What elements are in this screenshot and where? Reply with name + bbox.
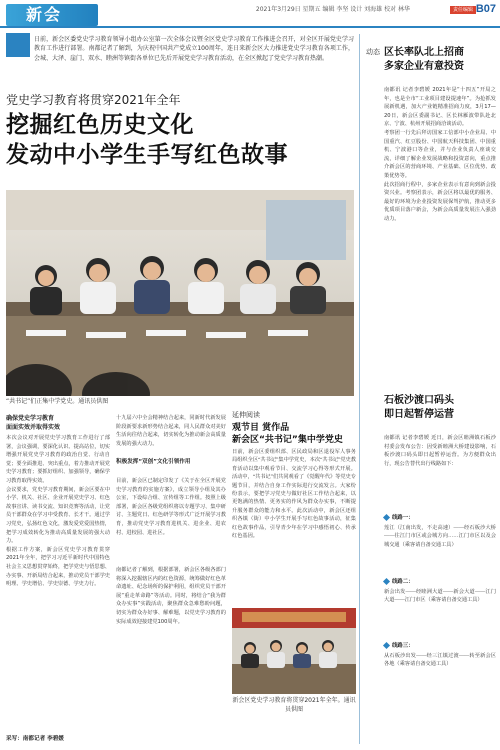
col2-body-text-1: 十九届六中全会精神结合起来，同新时代新发展阶段新要求新形势结合起来，同人民群众对美好生活向往结合起来，切实转化为推动新会高质量发展的强大动力。	[116, 415, 226, 447]
main-kicker: 党史学习教育将贯穿2021年全年	[6, 93, 181, 107]
center-photo-caption: 新会区党史学习教育将贯穿2021年全年。通讯员供图	[232, 697, 356, 713]
study-session-illustration	[232, 608, 356, 694]
masthead-rule	[0, 26, 500, 28]
route-body: 莲江（江南出发，不走高速）——经石板沙大桥——往江门市区或会城方向……江门市区以及会城交通（乘客请自备交通工具）	[384, 525, 496, 548]
main-photo-caption: “共书记”们正集中学党史。通讯员供图	[6, 398, 109, 405]
route-heading	[384, 642, 496, 651]
diamond-icon	[383, 642, 390, 649]
col2-body-text-2: 目前，新会区已制定印发了《关于在全区开展党史学习教育的实施方案》，成立领导小组及其办公室，下设综合组、宣传组等工作组。按照上级部署，新会区各级党组织将以专题学习、集中研讨、主题党日、红色研学等形式广泛开展学习教育，推动党史学习教育进机关、进企业、进农村、进校园、进社区。	[116, 478, 226, 536]
section-title: 新会	[26, 5, 63, 24]
right-story2-title-line2: 即日起暂停运营	[384, 409, 454, 420]
right-story2-text: 南都讯 记者李碧媛 近日，新会区睦洲镇石板沙村委会发布公告：因受新睦洲大桥建设影响，石板沙渡口码头即日起暂停运营。为方便群众出行，现公告替代出行线路如下：	[384, 435, 496, 467]
route-body: 从石板沙出发——经三江镇过渡——转至新会区各地（乘客请自备交通工具）	[384, 653, 496, 668]
right-story1-title-line2: 多家企业有意投资	[384, 61, 464, 72]
col1-byline: 采写：南都记者 李碧媛	[6, 736, 64, 742]
column-divider	[359, 34, 360, 744]
editor-tag: 责任编辑	[450, 6, 476, 14]
center-photo	[232, 608, 356, 694]
route-heading-text: 线路一：	[392, 515, 414, 521]
main-headline-line1: 挖掘红色历史文化	[6, 112, 194, 138]
route-heading-text: 线路三：	[392, 643, 414, 649]
right-story2-title-line1: 石板沙渡口码头	[384, 395, 454, 406]
center-kicker: 延伸阅读	[232, 411, 260, 419]
col2-subhead: 积极发挥“双创”文化引领作用	[116, 459, 191, 465]
diamond-icon	[383, 514, 390, 521]
masthead	[0, 0, 500, 28]
col1-subhead: 确保党史学习教育 面面实效并取得实效	[6, 415, 61, 431]
right-story1-text: 南都讯 记者李碧媛 2021年是“十四五”开局之年，也是全市“工业项目建设提速年”。为抢抓发展新机遇，加大产业链精准招商力度，3月17—20日，新会区委副书记、区长林雁波带队赴北京、宁波、杭州开展招商洽谈活动。 考察团一行先后拜访国家工信部中小企业局、中国重汽、红豆股份、中国航天科技集团、中国重机、宁波港口等企业，并与企业负责人座谈交流，详细了解企业发展战略和投资意向，重点推介新会区的营商环境、产业基础、区位优势、政策优势等。 此次招商行程中，多家企业表示有意向到新会投资兴业。考察团表示，新会区将以最优的服务、最好的环境为企业投资发展保驾护航，推动更多优质项目落户新会，为新会高质量发展注入强劲动力。	[384, 87, 496, 222]
intro-marker	[6, 33, 30, 57]
main-photo	[6, 190, 354, 396]
col1-body-text: 本次会议对开展党史学习教育工作进行了部署，会议强调，要深化认识、提高站位，切实增强开展党史学习教育的政治自觉、行动自觉；要全面推进、突出重点，着力推动开展党史学习教育；要抓好组织、加强领导，确保学习教育取得实效。 会议要求，党史学习教育期间，新会区要在中小学、机关、社区、企业开展党史学习、红色故事宣讲、读书交流、知识竞赛等活动，让党员干部群众在学习中受教育、长才干。通过学习党史，弘扬红色文化，激发爱党爱国热情，把学习成效转化为推动高质量发展的强大动力。 根据工作方案，新会区党史学习教育贯穿2021年全年，把学习习近平新时代中国特色社会主义思想贯穿始终，把学党史与悟思想、办实事、开新局结合起来，推动党员干部学史明理、学史增信、学史崇德、学史力行。	[6, 435, 110, 588]
col2-body-text-3: 南都记者了解到，根据部署，新会区各级各部门将深入挖掘辖区内的红色资源，统筹做好红色革命遗址、纪念场所的保护利用，组织党员干部开展“重走革命路”等活动。同时，将结合“我为群众办实事”实践活动，聚焦群众急难愁盼问题，切实为群众办好事、解难题，以党史学习教育的实际成效迎接建党100周年。	[116, 567, 226, 625]
issue-line: 2021年3月29日 星期五 编辑 李坚 设计 刘海雄 校对 林华	[255, 6, 410, 13]
center-body-text: 日前，新会区委组织部、区民政局和区退役军人事务局组织全区“共书记”集中学党史，本次“共书记”党史教育活动以集中观看节目、交流学习心得等形式开展。活动中，“共书记”们共同观看了《觉醒年代》等党史专题节目，并结合自身工作实际进行交流发言。大家纷纷表示，要把学习党史与做好社区工作结合起来，以更饱满的热情、更务实的作风为群众办实事，不断提升服务群众的能力和水平。此次活动中，新会区还组织各镇（街）中小学生开展手写红色故事活动，征集红色故事作品，引导青少年在学习中感悟初心、传承红色基因。	[232, 449, 356, 540]
route-heading-text: 线路二：	[392, 579, 414, 585]
route-body: 新会出发——经睦洲大道——新会大道——江门大道——江门市区（乘客请自备交通工具）	[384, 589, 496, 604]
section-logo	[6, 4, 98, 26]
route-heading	[384, 578, 496, 587]
diamond-icon	[383, 578, 390, 585]
section-label: 动态	[366, 48, 380, 56]
intro-text: 日前，新会区委党史学习教育领导小组办公室第一次全体会议暨全区党史学习教育工作推进会召开，对全区开展党史学习教育工作进行部署。南都记者了解到，为庆祝中国共产党成立100周年，连日来新会区大力推进党史学习教育各项工作，会城、大泽、崖门、双水、睦洲等镇街各单位已先后开展党史学习教育活动，在全区掀起了党史学习教育热潮。	[34, 36, 354, 62]
center-title: 观节目 赏作品 新会区“共书记”集中学党史	[232, 423, 343, 445]
page-number: B07	[475, 3, 496, 15]
intro-block	[6, 33, 356, 91]
main-headline-line2: 发动中小学生手写红色故事	[6, 142, 288, 168]
right-story1-title-line1: 区长率队北上招商	[384, 47, 464, 58]
route-heading	[384, 514, 496, 523]
meeting-photo-illustration	[6, 190, 354, 396]
